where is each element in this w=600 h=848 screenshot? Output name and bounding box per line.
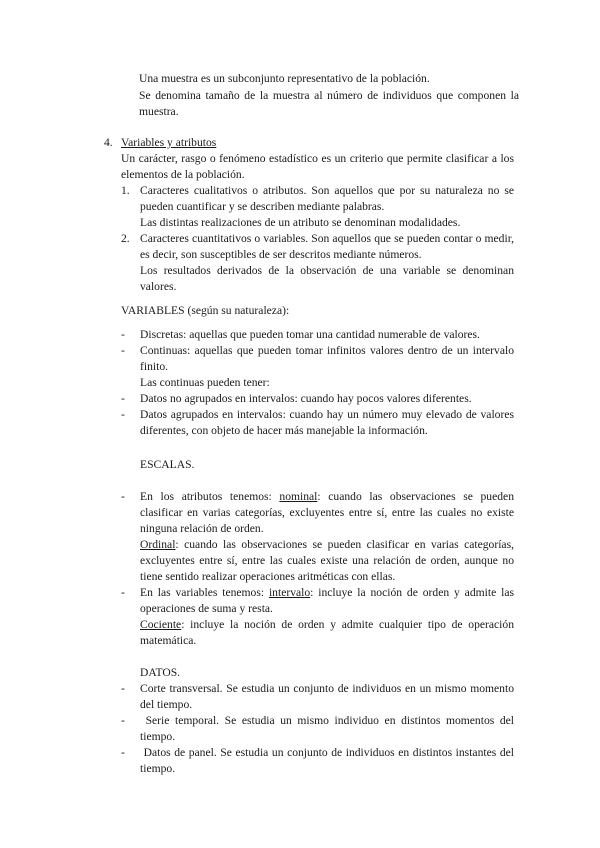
section-paragraph: Un carácter, rasgo o fenómeno estadístico es un criterio que permite clasificar a los elementos de la población. [121,152,514,181]
variables-heading: VARIABLES (según su naturaleza): [121,304,290,317]
cociente-term: Cociente [140,618,182,631]
item-marker-1: 1. [121,184,130,197]
variables-agrupados: Datos agrupados en intervalos: cuando hay un número muy elevado de valores diferentes, con objeto de hacer más manejable la información. [140,408,514,437]
ordinal-definition: : cuando las observaciones se pueden clasificar en varias categorías, excluyentes entre sí, entre las cuales existe una relación de orden, aunque no tiene sentido realizar operaciones aritméticas con ellas. [140,538,514,583]
dash-continuas: - [121,344,125,357]
intervalo-definition: : incluye la noción de orden y admite las operaciones de suma y resta. [140,586,514,615]
cociente-definition: : incluye la noción de orden y admite cualquier tipo de operación matemática. [140,618,514,647]
datos-heading: DATOS. [140,666,181,679]
item-marker-2: 2. [121,232,130,245]
item-note-1: Las distintas realizaciones de un atributo se denominan modalidades. [140,216,461,229]
nominal-term: nominal [279,490,318,503]
item-text-1: Caracteres cualitativos o atributos. Son aquellos que por su naturaleza no se pueden cuantificar y se describen mediante palabras. [140,184,514,213]
dash-datos-3: - [121,746,125,759]
dash-discretas: - [121,328,125,341]
datos-item-3: Datos de panel. Se estudia un conjunto de individuos en distintos instantes del tiempo. [140,746,517,775]
escalas-nominal [140,489,514,537]
intro-line-2: Se denomina tamaño de la muestra al número de individuos que componen la muestra. [139,89,519,118]
intro-line-1: Una muestra es un subconjunto representativo de la población. [139,72,430,85]
dash-atributos: - [121,490,125,503]
escalas-intervalo [140,585,514,617]
escalas-heading: ESCALAS. [140,458,195,471]
item-text-2: Caracteres cuantitativos o variables. Son aquellos que se pueden contar o medir, es decir, son susceptibles de ser descritos mediante números. [140,232,514,261]
variables-continuas: Continuas: aquellas que pueden tomar infinitos valores dentro de un intervalo finito. [140,344,514,373]
datos-item-2: Serie temporal. Se estudia un mismo individuo en distintos momentos del tiempo. [140,714,517,743]
variables-no-agrupados: Datos no agrupados en intervalos: cuando hay pocos valores diferentes. [140,392,472,405]
escalas-cociente [140,617,514,649]
section-number: 4. [104,136,113,149]
variables-continuas-note: Las continuas pueden tener: [140,376,270,389]
datos-item-1: Corte transversal. Se estudia un conjunto de individuos en un mismo momento del tiempo. [140,682,514,711]
ordinal-term: Ordinal [140,538,176,551]
variables-discretas: Discretas: aquellas que pueden tomar una cantidad numerable de valores. [140,328,480,341]
dash-variables: - [121,586,125,599]
dash-no-agrupados: - [121,392,125,405]
nominal-definition: : cuando las observaciones se pueden clasificar en varias categorías, excluyentes entre sí, entre las cuales no existe ninguna relación de orden. [140,490,514,535]
dash-datos-1: - [121,682,125,695]
item-note-2: Los resultados derivados de la observación de una variable se denominan valores. [140,264,514,293]
dash-datos-2: - [121,714,125,727]
escalas-ordinal [140,537,514,585]
intervalo-term: intervalo [268,586,311,599]
dash-agrupados: - [121,408,125,421]
section-title: Variables y atributos [121,136,217,149]
variables-prefix: En las variables tenemos: [140,586,269,599]
atributos-prefix: En los atributos tenemos: [140,490,280,503]
